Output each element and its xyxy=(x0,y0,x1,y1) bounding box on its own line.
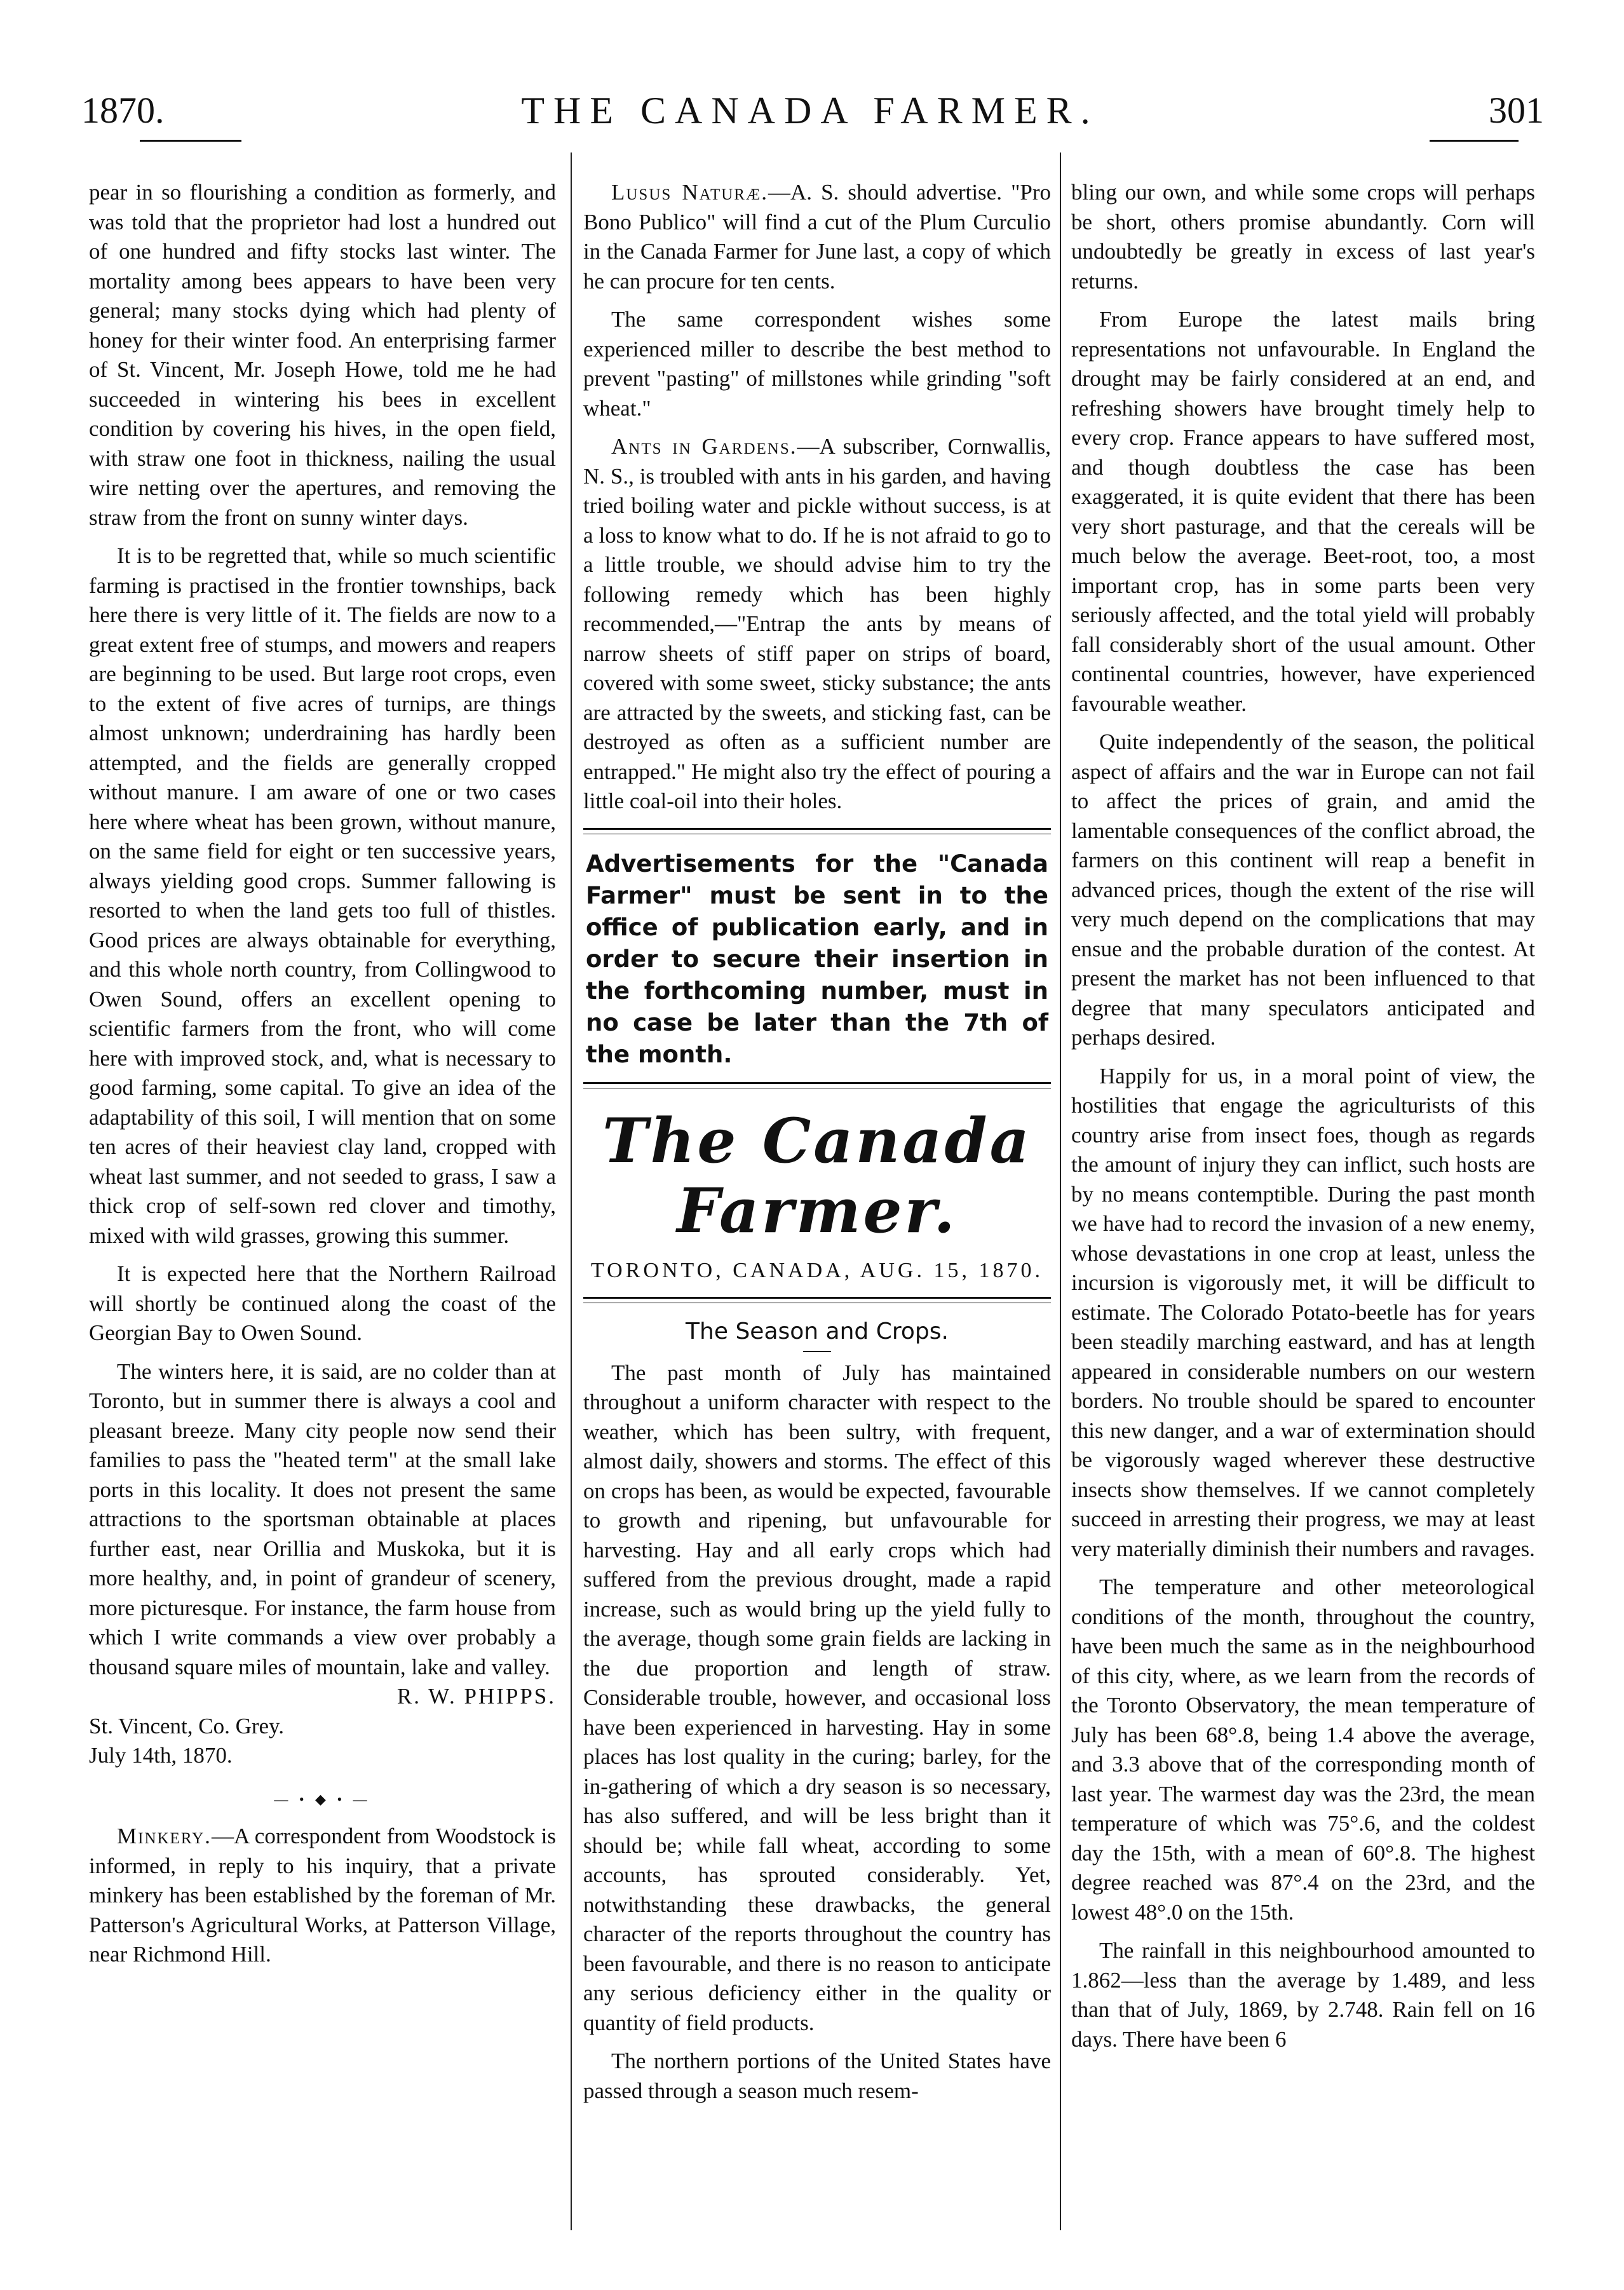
column-divider-right xyxy=(1060,152,1061,2230)
header-title: THE CANADA FARMER. xyxy=(521,90,1099,132)
section-ornament: — • ◆ • — xyxy=(274,1791,371,1807)
double-rule xyxy=(583,1082,1051,1088)
ants-paragraph xyxy=(583,432,1051,816)
page-number: 301 xyxy=(1489,90,1544,131)
column-1 xyxy=(89,178,556,1970)
signature-date: July 14th, 1870. xyxy=(89,1743,233,1768)
ants-heading: Ants in Gardens. xyxy=(611,434,797,459)
article-paragraph: bling our own, and while some crops will perhaps be short, others promise abundantly. Corn will undoubtedly be greatly in excess of last year's returns. xyxy=(1071,180,1535,294)
double-rule xyxy=(583,828,1051,834)
lusus-text: —A. S. should advertise. "Pro Bono Publico" will find a cut of the Plum Curculio in the Canada Farmer for June last, a copy of which he can procure for ten cents. xyxy=(583,180,1051,294)
article-paragraph: The rainfall in this neighbourhood amounted to 1.862—less than the average by 1.489, and less than that of July, 1869, by 2.748. Rain fell on 16 days. There have been 6 xyxy=(1071,1938,1535,2052)
masthead: The Canada Farmer. xyxy=(602,1104,1032,1247)
minkery-heading: Minkery. xyxy=(117,1824,212,1848)
article-paragraph: From Europe the latest mails bring representations not unfavourable. In England the drought may be fairly considered at an end, and refreshing showers have brought timely help to every crop. France appears to have suffered most, and though doubtless the case has been exaggerated, it is quite evident that there has been very short pasturage, and that the cereals will be much below the average. Beet-root, too, a most important crop, has in some parts been very seriously affected, and the total yield will probably fall considerably short of the usual amount. Other continental countries, however, have experienced favourable weather. xyxy=(1071,307,1535,716)
advertisement-notice: Advertisements for the "Canada Farmer" must be sent in to the office of publication early, and in order to secure their insertion in the forthcoming number, must in no case be later than the 7th of the month. xyxy=(586,850,1048,1068)
page-header xyxy=(76,89,1544,140)
article-paragraph: It is expected here that the Northern Railroad will shortly be continued along the coast of the Georgian Bay to Owen Sound. xyxy=(89,1261,556,1345)
column-3 xyxy=(1071,178,1535,2054)
column-divider-left xyxy=(571,152,572,2230)
header-rule-left xyxy=(140,140,241,142)
article-paragraph: The northern portions of the United States have passed through a season much resem- xyxy=(583,2049,1051,2103)
article-paragraph: pear in so flourishing a condition as formerly, and was told that the proprietor had lost a hundred out of one hundred and fifty stocks last winter. The mortality among bees appears to have been very general; many stocks dying which had plenty of honey for their winter food. An enterprising farmer of St. Vincent, Mr. Joseph Howe, told me he had succeeded in wintering his bees in excellent condition by covering his hives, in the open field, with straw one foot in thickness, nailing the usual wire netting over the apertures, and removing the straw from the front on sunny winter days. xyxy=(89,180,556,530)
minkery-paragraph xyxy=(89,1822,556,1970)
double-rule xyxy=(583,1297,1051,1303)
article-paragraph: It is to be regretted that, while so much scientific farming is practised in the frontier townships, back here there is very little of it. The fields are now to a great extent free of stumps, and mowers and reapers are beginning to be used. But large root crops, even to the extent of five acres of turnips, are things almost unknown; underdraining has hardly been attempted, and the fields are generally cropped without manure. I am aware of one or two cases here where wheat has been grown, without manure, on the same field for eight or ten successive years, always yielding good crops. Summer fallowing is resorted to when the land gets too full of thistles. Good prices are always obtainable for everything, and this whole north country, from Collingwood to Owen Sound, offers an excellent opening to scientific farmers from the front, who will come here with improved stock, and, what is necessary to good farming, some capital. To give an idea of the adaptability of this soil, I will mention that on some ten acres of their heaviest clay land, cropped with wheat last summer, and not seeded to grass, I saw a thick crop of self-sown red clover and timothy, mixed with wild grasses, growing this summer. xyxy=(89,543,556,1248)
signature-place: St. Vincent, Co. Grey. xyxy=(89,1713,285,1738)
article-paragraph: The temperature and other meteorological conditions of the month, throughout the country, have been much the same as in the neighbourhood of this city, where, as we learn from the records of the Toronto Observatory, the mean temperature of July has been 68°.8, being 1.4 above the average, and 3.3 above that of the corresponding month of last year. The warmest day was the 23rd, the mean temperature of which was 75°.6, and the coldest day the 15th, with a mean of 60°.8. The highest degree reached was 87°.4 on the 23rd, and the lowest 48°.0 on the 15th. xyxy=(1071,1575,1535,1925)
author-signature: R. W. PHIPPS. xyxy=(396,1684,556,1709)
lusus-paragraph xyxy=(583,178,1051,296)
column-2 xyxy=(583,178,1051,2106)
dateline: TORONTO, CANADA, AUG. 15, 1870. xyxy=(591,1258,1043,1282)
section-title: The Season and Crops. xyxy=(686,1318,949,1345)
ants-text: —A subscriber, Cornwallis, N. S., is troubled with ants in his garden, and having tried boiling water and pickle without success, is at a loss to know what to do. If he is not afraid to go to a little trouble, we should advise him to try the following remedy which has been highly recommended,—"Entrap the ants by means of narrow sheets of stiff paper on strips of board, covered with some sweet, sticky substance; the ants are attracted by the sweets, and sticking fast, can be destroyed as often as a sufficient number are entrapped." He might also try the effect of pouring a little coal-oil into their holes. xyxy=(583,434,1051,813)
article-paragraph: The winters here, it is said, are no colder than at Toronto, but in summer there is always a cool and pleasant breeze. Many city people now send their families to pass the "heated term" at the small lake ports in this locality. It does not present the same attractions to the sportsman obtainable at places further east, near Orillia and Muskoka, but it is more healthy, and, in point of grandeur of scenery, more picturesque. For instance, the farm house from which I write commands a view over probably a thousand square miles of mountain, lake and valley. xyxy=(89,1358,556,1679)
article-paragraph: The past month of July has maintained throughout a uniform character with respect to the weather, which has been sultry, with frequent, almost daily, showers and storms. The effect of this on crops has been, as would be expected, favourable to growth and ripening, but unfavourable for harvesting. Hay and all early crops which had suffered from the previous drought, made a rapid increase, such as would bring up the yield fully to the average, though some grain fields are lacking in the due proportion and length of straw. Considerable trouble, however, and occasional loss have been experienced in harvesting. Hay in some places has lost quality in the curing; barley, for the in-gathering of which a dry season is so necessary, has also suffered, and will be less bright than it should be; while fall wheat, according to some accounts, has sprouted considerably. Yet, notwithstanding these drawbacks, the general character of the reports throughout the country has been favourable, and there is no reason to anticipate any serious deficiency either in the quality or quantity of field products. xyxy=(583,1360,1051,2035)
header-year: 1870. xyxy=(81,90,165,131)
minkery-text: —A correspondent from Woodstock is informed, in reply to his inquiry, that a private minkery has been established by the foreman of Mr. Patterson's Agricultural Works, at Patterson Village, near Richmond Hill. xyxy=(89,1824,556,1967)
section-title-rule xyxy=(803,1351,831,1352)
lusus-heading: Lusus Naturæ. xyxy=(611,180,768,205)
article-paragraph: Quite independently of the season, the political aspect of affairs and the war in Europe can not fail to affect the prices of grain, and amid the lamentable consequences of the conflict abroad, the farmers on this continent will reap a benefit in advanced prices, though the extent of the rise will very much depend on the complications that may ensue and the probable duration of the contest. At present the market has not been influenced to that degree that many speculators anticipated and perhaps desired. xyxy=(1071,729,1535,1050)
article-paragraph: Happily for us, in a moral point of view, the hostilities that engage the agriculturists of this country arise from insect foes, though as regards the amount of injury they can inflict, such hosts are by no means contemptible. During the past month we have had to record the invasion of a new enemy, whose devastations in one crop at least, unless the incursion is vigorously met, it will be difficult to estimate. The Colorado Potato-beetle has for years been steadily marching eastward, and has at length appeared in considerable numbers on our western borders. No trouble should be spared to encounter this new danger, and a war of extermination should be vigorously waged wherever these destructive insects show themselves. If we cannot completely succeed in arresting their progress, we may at least very materially diminish their numbers and ravages. xyxy=(1071,1063,1535,1561)
miller-paragraph: The same correspondent wishes some experienced miller to describe the best method to prevent "pasting" of millstones while grinding "soft wheat." xyxy=(583,307,1051,421)
header-rule-right xyxy=(1430,140,1519,142)
